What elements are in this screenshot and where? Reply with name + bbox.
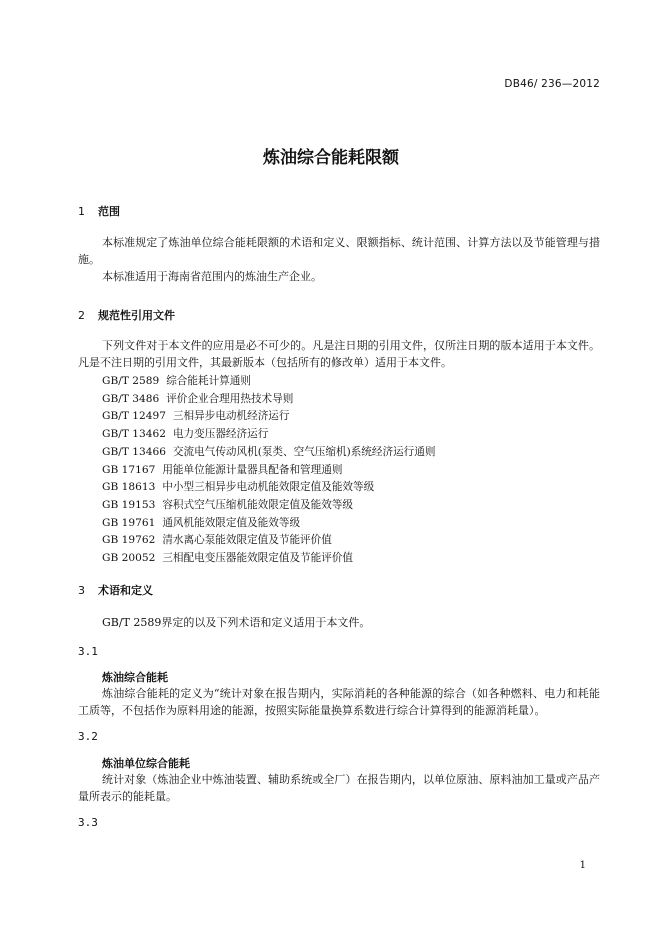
reference-code: GB 17167 xyxy=(102,463,156,476)
reference-code: GB/T 13466 xyxy=(102,445,166,458)
list-item xyxy=(102,550,435,568)
reference-title: 三相异步电动机经济运行 xyxy=(172,410,290,423)
section-1-heading xyxy=(78,203,120,219)
reference-title: 清水离心泵能效限定值及节能评价值 xyxy=(162,534,332,547)
reference-title: 综合能耗计算通则 xyxy=(166,375,251,387)
term-heading: 炼油单位综合能耗 xyxy=(102,757,190,770)
list-item xyxy=(102,373,435,391)
reference-title: 三相配电变压器能效限定值及节能评价值 xyxy=(162,552,354,565)
standard-code: DB46/ 236—2012 xyxy=(504,78,600,90)
section-title: 术语和定义 xyxy=(98,584,153,597)
section-3-heading xyxy=(78,582,153,598)
list-item xyxy=(102,462,435,480)
section-number: 1 xyxy=(78,205,85,218)
clause-number: 3.2 xyxy=(78,730,98,743)
list-item xyxy=(102,408,435,426)
clause-number: 3.1 xyxy=(78,645,98,658)
reference-title: 容积式空气压缩机能效限定值及能效等级 xyxy=(162,498,354,511)
reference-code: GB 19761 xyxy=(102,516,156,529)
reference-code: GB/T 12497 xyxy=(102,410,166,423)
scope-paragraph-2: 本标准适用于海南省范围内的炼油生产企业。 xyxy=(102,270,322,283)
term-heading: 炼油综合能耗 xyxy=(102,671,168,684)
reference-title: 用能单位能源计量器具配备和管理通则 xyxy=(162,463,343,476)
term-definition: 炼油综合能耗的定义为“统计对象在报告期内，实际消耗的各种能源的综合（如各种燃料、电力和耗能工质等，不包括作为原料用途的能源，按照实际能量换算系数进行综合计算得到的能源消耗量）。 xyxy=(78,687,600,717)
reference-title: 通风机能效限定值及能效等级 xyxy=(162,516,301,529)
reference-code: GB/T 13462 xyxy=(102,428,166,441)
list-item xyxy=(102,532,435,550)
section-title: 范围 xyxy=(98,205,120,218)
reference-code: GB 19153 xyxy=(102,498,156,511)
scope-paragraph-1: 本标准规定了炼油单位综合能耗限额的术语和定义、限额指标、统计范围、计算方法以及节能管理与措施。 xyxy=(78,236,600,266)
references-intro: 下列文件对于本文件的应用是必不可少的。凡是注日期的引用文件，仅所注日期的版本适用于本文件。凡是不注日期的引用文件，其最新版本（包括所有的修改单）适用于本文件。 xyxy=(78,339,600,369)
terms-intro: GB/T 2589界定的以及下列术语和定义适用于本文件。 xyxy=(102,616,371,629)
reference-title: 电力变压器经济运行 xyxy=(172,428,269,441)
reference-code: GB 20052 xyxy=(102,552,156,565)
section-2-heading xyxy=(78,307,175,323)
document-title: 炼油综合能耗限额 xyxy=(263,148,399,168)
reference-title: 评价企业合理用热技术导则 xyxy=(166,392,294,405)
section-number: 3 xyxy=(78,584,85,597)
list-item xyxy=(102,497,435,515)
reference-code: GB 18613 xyxy=(102,481,156,494)
list-item xyxy=(102,444,435,462)
reference-title: 交流电气传动风机(泵类、空气压缩机)系统经济运行通则 xyxy=(172,445,436,458)
reference-code: GB/T 2589 xyxy=(102,375,160,387)
term-definition: 统计对象（炼油企业中炼油装置、辅助系统或全厂）在报告期内，以单位原油、原料油加工量或产品产量所表示的能耗量。 xyxy=(78,773,600,803)
section-number: 2 xyxy=(78,309,85,322)
reference-code: GB 19762 xyxy=(102,534,156,547)
list-item xyxy=(102,426,435,444)
list-item xyxy=(102,515,435,533)
page-number: 1 xyxy=(579,860,586,871)
normative-reference-list xyxy=(102,373,435,568)
reference-code: GB/T 3486 xyxy=(102,392,160,405)
reference-title: 中小型三相异步电动机能效限定值及能效等级 xyxy=(162,481,375,494)
list-item xyxy=(102,391,435,409)
clause-number: 3.3 xyxy=(78,816,98,829)
section-title: 规范性引用文件 xyxy=(98,309,175,322)
list-item xyxy=(102,479,435,497)
